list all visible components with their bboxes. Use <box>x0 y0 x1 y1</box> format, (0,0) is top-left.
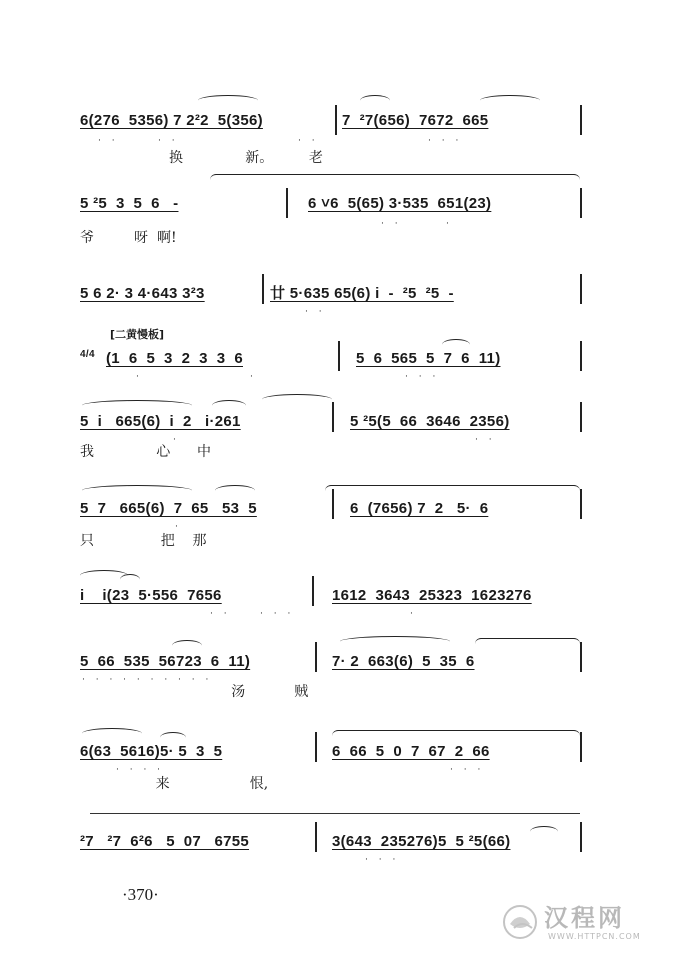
notation-left: 5 i 665(6) i 2 i·261 <box>80 413 241 430</box>
octave-dots: · · <box>98 136 119 146</box>
barline <box>580 402 582 432</box>
notation-right: 6 ˅6 5(65) 3·535 651(23) <box>308 195 492 212</box>
octave-dots: · <box>446 219 453 229</box>
notation-left: 5 66 535 56723 6 11) <box>80 653 251 670</box>
notation-right: 5 6 565 5 7 6 11) <box>356 350 501 367</box>
barline <box>262 274 264 304</box>
barline <box>580 822 582 852</box>
octave-dots: · · · · · · · · · · <box>82 675 213 685</box>
slur <box>82 728 142 739</box>
slur <box>360 95 390 106</box>
octave-dots: · · · <box>428 136 463 146</box>
lyrics-line: 来 恨, <box>80 776 269 792</box>
barline <box>315 822 317 852</box>
barline <box>332 489 334 519</box>
time-signature: 4/4 <box>80 349 95 360</box>
lyrics-line: 换 新。 老 <box>80 150 323 166</box>
barline <box>580 732 582 762</box>
octave-dots: · · · <box>450 765 485 775</box>
notation-right: 7· 2 663(6) 5 35 6 <box>332 653 475 670</box>
barline <box>580 642 582 672</box>
octave-dots: · <box>173 435 180 445</box>
octave-dots: · <box>410 609 417 619</box>
notation-left: 5 6 2· 3 4·643 3²3 <box>80 285 205 302</box>
barline <box>580 489 582 519</box>
barline <box>580 274 582 304</box>
page-number: ·370· <box>122 885 159 904</box>
barline <box>338 341 340 371</box>
notation-left: 6(63 5616)5· 5 3 5 <box>80 743 223 760</box>
lyrics-line: 我 心 中 <box>80 444 212 460</box>
slur <box>262 394 332 405</box>
octave-dots: · · · · <box>116 765 165 775</box>
notation-left: 6(276 5356) 7 2²2 5(356) <box>80 112 263 129</box>
slur <box>120 574 140 585</box>
lyrics-line: 爷 呀 啊! <box>80 230 177 246</box>
slur <box>215 485 255 496</box>
notation-right: 6 66 5 0 7 67 2 66 <box>332 743 490 760</box>
watermark-logo-icon <box>500 902 540 942</box>
barline <box>580 341 582 371</box>
lyrics-line: 汤 贼 <box>80 684 309 700</box>
slur <box>332 730 580 741</box>
slur <box>82 400 192 411</box>
watermark-url: WWW.HTTPCN.COM <box>548 932 641 941</box>
slur <box>475 638 580 649</box>
watermark-text: 汉程网 <box>544 904 625 932</box>
lyrics-line: 只 把 那 <box>80 533 207 549</box>
slur <box>198 95 258 106</box>
octave-dots: · · <box>298 136 319 146</box>
notation-right: 1612 3643 25323 1623276 <box>332 587 532 604</box>
octave-dots: · <box>175 522 182 532</box>
octave-dots: · · <box>158 136 179 146</box>
watermark <box>500 898 665 948</box>
octave-dots: · · · <box>365 855 400 865</box>
octave-dots: · <box>136 372 143 382</box>
barline <box>580 105 582 135</box>
notation-right: 7 ²7(656) 7672 665 <box>342 112 489 129</box>
octave-dots: · · <box>210 609 231 619</box>
notation-right: 3(643 235276)5 5 ²5(66) <box>332 833 511 850</box>
notation-right: 6 (7656) 7 2 5· 6 <box>350 500 489 517</box>
slur <box>172 640 202 651</box>
barline <box>315 642 317 672</box>
octave-dots: · · <box>381 219 402 229</box>
barline <box>286 188 288 218</box>
phrase-rule <box>90 813 580 814</box>
barline <box>315 732 317 762</box>
notation-left: 5 ²5 3 5 6 - <box>80 195 179 212</box>
notation-left: (1 6 5 3 2 3 3 6 <box>106 350 243 367</box>
slur <box>340 636 450 647</box>
slur <box>212 400 246 411</box>
notation-left: 5 7 665(6) 7 65 53 5 <box>80 500 257 517</box>
notation-left: ²7 ²7 6²6 5 07 6755 <box>80 833 250 850</box>
notation-right: 廿 5·635 65(6) i - ²5 ²5 - <box>270 285 454 302</box>
slur <box>325 485 580 496</box>
octave-dots: · · · <box>405 372 440 382</box>
barline <box>335 105 337 135</box>
notation-left: i i(23 5·556 7656 <box>80 587 222 604</box>
slur <box>82 485 192 496</box>
barline <box>312 576 314 606</box>
section-label: [二黄慢板] <box>110 328 165 341</box>
slur <box>480 95 540 106</box>
octave-dots: · · · <box>260 609 295 619</box>
barline <box>580 188 582 218</box>
slur <box>210 174 580 185</box>
octave-dots: · · <box>305 307 326 317</box>
barline <box>332 402 334 432</box>
octave-dots: · <box>250 372 257 382</box>
notation-right: 5 ²5(5 66 3646 2356) <box>350 413 510 430</box>
octave-dots: · · <box>475 435 496 445</box>
